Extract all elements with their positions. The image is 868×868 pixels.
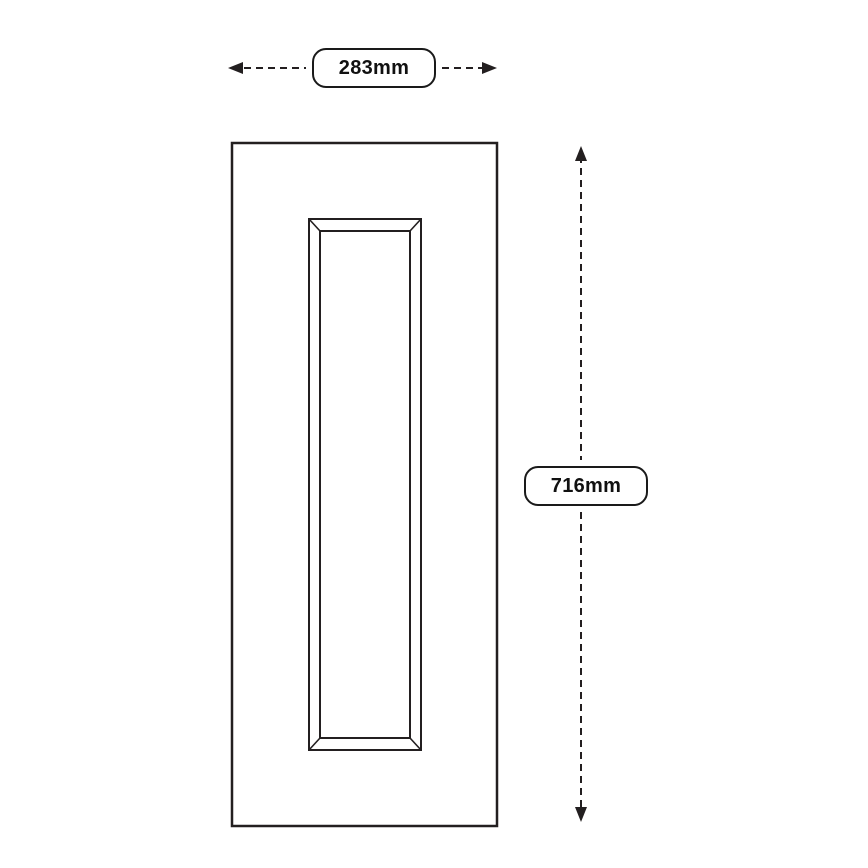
height-dimension-label: 716mm — [524, 466, 648, 506]
panel-inner-edge — [320, 231, 410, 738]
width-arrow-right-icon — [482, 62, 497, 74]
height-arrow-top-icon — [575, 146, 587, 161]
height-arrow-bottom-icon — [575, 807, 587, 822]
width-dimension-label: 283mm — [312, 48, 436, 88]
width-arrow-left-icon — [228, 62, 243, 74]
